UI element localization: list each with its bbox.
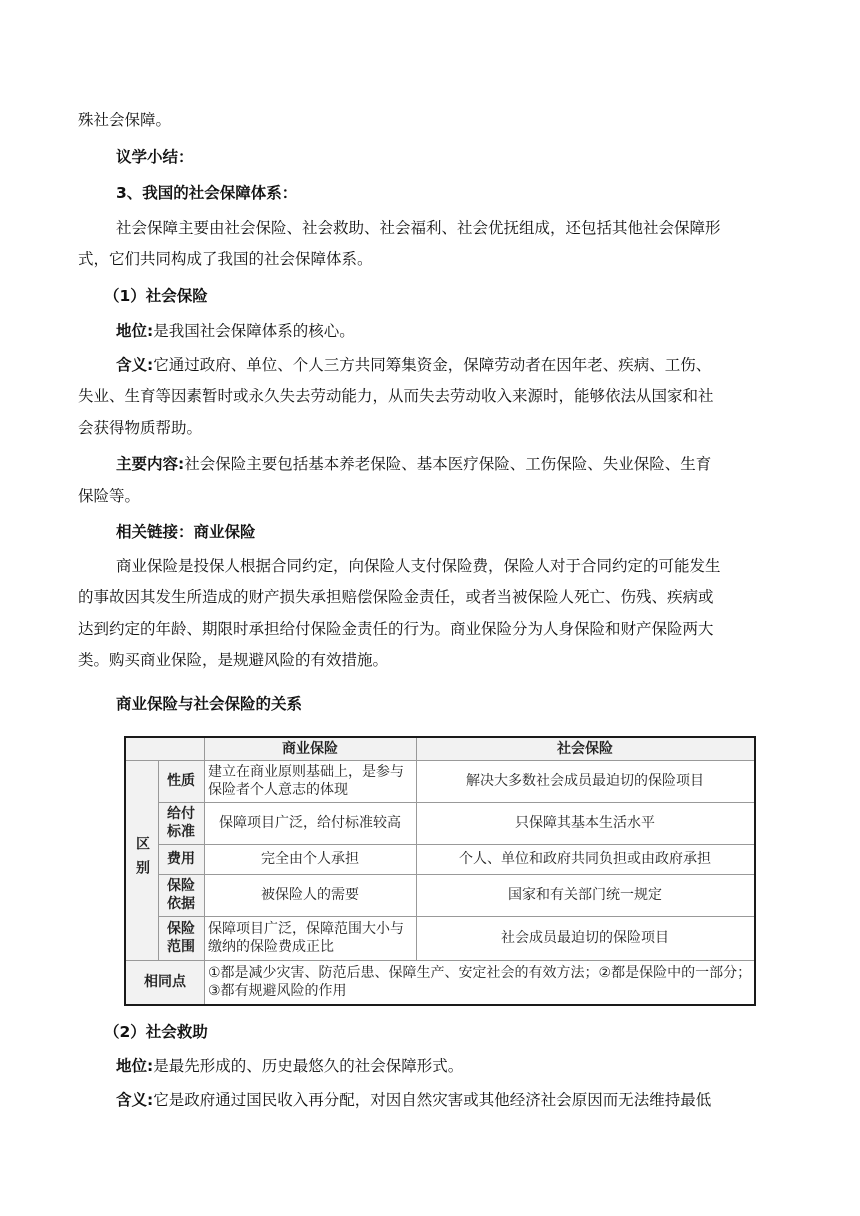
meaning-label: 含义:: [116, 356, 154, 374]
related-link-heading: 相关链接：商业保险: [116, 523, 256, 541]
header-social: 社会保险: [416, 738, 754, 760]
paragraph-meaning-line1: [116, 355, 788, 375]
row-label-basis: 保险依据: [158, 874, 204, 916]
cell-basis-social: 国家和有关部门统一规定: [508, 887, 662, 903]
paragraph-system-line2: 式，它们共同构成了我国的社会保障体系。: [78, 250, 373, 268]
grid-line: [158, 916, 754, 917]
paragraph-content-line1: [116, 454, 788, 474]
section-heading-summary: 议学小结：: [116, 148, 194, 166]
grid-line: [158, 874, 754, 875]
paragraph-content-line2: 保险等。: [78, 487, 141, 505]
subheading-social-insurance: （1）社会保险: [104, 287, 208, 305]
row-label-nature: 性质: [158, 760, 204, 802]
cell-similarity: ①都是减少灾害、防范后患、保障生产、安定社会的有效方法；②都是保险中的一部分；③都有规避风险的作用: [208, 965, 752, 999]
commercial-paragraph-line4: 类。购买商业保险，是规避风险的有效措施。: [78, 651, 389, 669]
content-text: 社会保险主要包括基本养老保险、基本医疗保险、工伤保险、失业保险、生育: [184, 455, 712, 473]
paragraph-status: [116, 321, 788, 341]
cell-basis-commercial: 被保险人的需要: [261, 887, 359, 903]
grid-line: [158, 802, 754, 803]
group-label-text: 区别: [134, 836, 150, 884]
commercial-paragraph-line3: 达到约定的年龄、期限时承担给付保险金责任的行为。商业保险分为人身保险和财产保险两大: [78, 620, 714, 638]
grid-line: [416, 738, 417, 960]
cell-scope-commercial: 保障项目广泛，保障范围大小与缴纳的保险费成正比: [208, 921, 404, 955]
grid-line: [158, 760, 159, 960]
subheading-social-assistance: （2）社会救助: [104, 1023, 208, 1041]
header-commercial: 商业保险: [204, 738, 416, 760]
cell-scope-social: 社会成员最迫切的保险项目: [501, 930, 669, 946]
grid-line: [204, 738, 205, 1004]
grid-line: [126, 760, 754, 761]
row-label-payment-standard: 给付标准: [158, 802, 204, 844]
cell-cost-social: 个人、单位和政府共同负担或由政府承担: [459, 851, 711, 867]
cell-cost-commercial: 完全由个人承担: [261, 851, 359, 867]
grid-line: [126, 960, 754, 961]
paragraph-meaning-line2: 失业、生育等因素暂时或永久失去劳动能力，从而失去劳动收入来源时，能够依法从国家和社: [78, 387, 714, 405]
row-label-cost: 费用: [158, 844, 204, 874]
cell-nature-commercial: 建立在商业原则基础上，是参与保险者个人意志的体现: [208, 764, 404, 798]
paragraph-system-line1: 社会保障主要由社会保险、社会救助、社会福利、社会优抚组成，还包括其他社会保障形: [116, 219, 721, 237]
paragraph-meaning-line3: 会获得物质帮助。: [78, 419, 203, 437]
cell-payment-social: 只保障其基本生活水平: [515, 815, 655, 831]
paragraph-assistance-status: [116, 1056, 788, 1076]
paragraph-assistance-meaning: [116, 1090, 788, 1110]
assistance-status-text: 是最先形成的、历史最悠久的社会保障形式。: [153, 1057, 464, 1075]
row-label-scope: 保险范围: [158, 916, 204, 960]
commercial-paragraph-line1: 商业保险是投保人根据合同约定，向保险人支付保险费，保险人对于合同约定的可能发生: [116, 557, 721, 575]
group-label-difference: [126, 760, 158, 960]
section-heading-system: 3、我国的社会保障体系：: [116, 184, 298, 202]
cell-payment-commercial: 保障项目广泛，给付标准较高: [219, 815, 401, 831]
grid-line: [158, 844, 754, 845]
content-label: 主要内容:: [116, 455, 185, 473]
assistance-meaning-label: 含义:: [116, 1091, 154, 1109]
assistance-meaning-text: 它是政府通过国民收入再分配，对因自然灾害或其他经济社会原因而无法维持最低: [153, 1091, 712, 1109]
status-label: 地位:: [116, 322, 154, 340]
cell-nature-social: 解决大多数社会成员最迫切的保险项目: [466, 773, 704, 789]
header-corner: [126, 738, 204, 760]
comparison-table: [124, 736, 756, 1006]
assistance-status-label: 地位:: [116, 1057, 154, 1075]
table-caption: 商业保险与社会保险的关系: [116, 695, 303, 713]
meaning-text: 它通过政府、单位、个人三方共同筹集资金，保障劳动者在因年老、疾病、工伤、: [153, 356, 712, 374]
commercial-paragraph-line2: 的事故因其发生所造成的财产损失承担赔偿保险金责任，或者当被保险人死亡、伤残、疾病或: [78, 588, 714, 606]
row-label-similarity: 相同点: [126, 960, 204, 1004]
paragraph-continuation: 殊社会保障。: [78, 111, 172, 129]
status-text: 是我国社会保障体系的核心。: [153, 322, 355, 340]
